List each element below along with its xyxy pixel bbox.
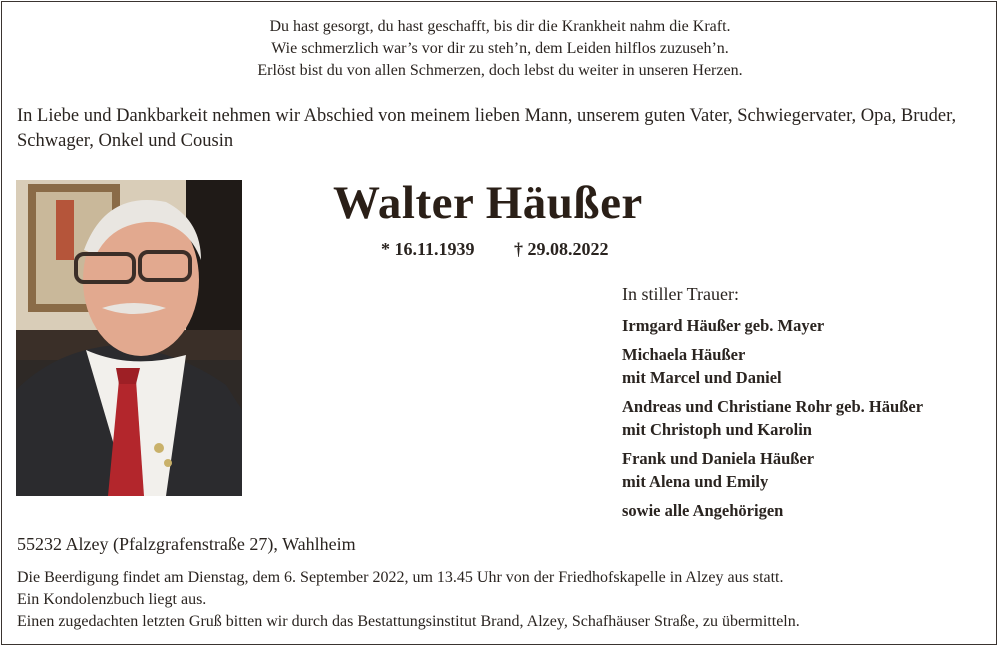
mourner-line: mit Christoph und Karolin — [622, 420, 812, 439]
poem-line: Erlöst bist du von allen Schmerzen, doch lebst du weiter in unseren Herzen. — [257, 62, 743, 79]
mourners-heading: In stiller Trauer: — [622, 284, 739, 304]
death-date: † 29.08.2022 — [514, 239, 609, 259]
mourner-line: Irmgard Häußer geb. Mayer — [622, 316, 825, 335]
birth-date: * 16.11.1939 — [381, 239, 475, 259]
mourner-line: sowie alle Angehörigen — [622, 501, 784, 520]
note-line: Die Beerdigung findet am Dienstag, dem 6. September 2022, um 13.45 Uhr von der Friedhofskapelle in Alzey aus statt. — [17, 569, 784, 586]
mourner-line: Michaela Häußer — [622, 345, 746, 364]
mourner-entry — [622, 314, 992, 337]
mourners-list — [622, 283, 992, 528]
mourner-line: Andreas und Christiane Rohr geb. Häußer — [622, 397, 924, 416]
mourner-entry — [622, 447, 992, 493]
memorial-poem — [0, 16, 1000, 82]
mourner-line: Frank und Daniela Häußer — [622, 449, 815, 468]
note-line: Einen zugedachten letzten Gruß bitten wir durch das Bestattungsinstitut Brand, Alzey, Schafhäuser Straße, zu übermitteln. — [17, 613, 800, 630]
family-address: 55232 Alzey (Pfalzgrafenstraße 27), Wahlheim — [17, 534, 356, 554]
mourner-entry — [622, 343, 992, 389]
mourner-line: mit Alena und Emily — [622, 472, 769, 491]
intro-text: In Liebe und Dankbarkeit nehmen wir Abschied von meinem lieben Mann, unserem guten Vater, Schwiegervater, Opa, Bruder, Schwager, Onkel und Cousin — [17, 106, 957, 151]
note-line: Ein Kondolenzbuch liegt aus. — [17, 591, 207, 608]
mourner-line: mit Marcel und Daniel — [622, 368, 782, 387]
mourner-entry — [622, 499, 992, 522]
poem-line: Du hast gesorgt, du hast geschafft, bis dir die Krankheit nahm die Kraft. — [269, 18, 731, 35]
mourner-entry — [622, 395, 992, 441]
funeral-notes — [17, 567, 800, 633]
portrait-photo — [16, 180, 242, 496]
deceased-name: Walter Häußer — [333, 177, 643, 229]
poem-line: Wie schmerzlich war’s vor dir zu steh’n, dem Leiden hilflos zuzuseh’n. — [271, 40, 729, 57]
